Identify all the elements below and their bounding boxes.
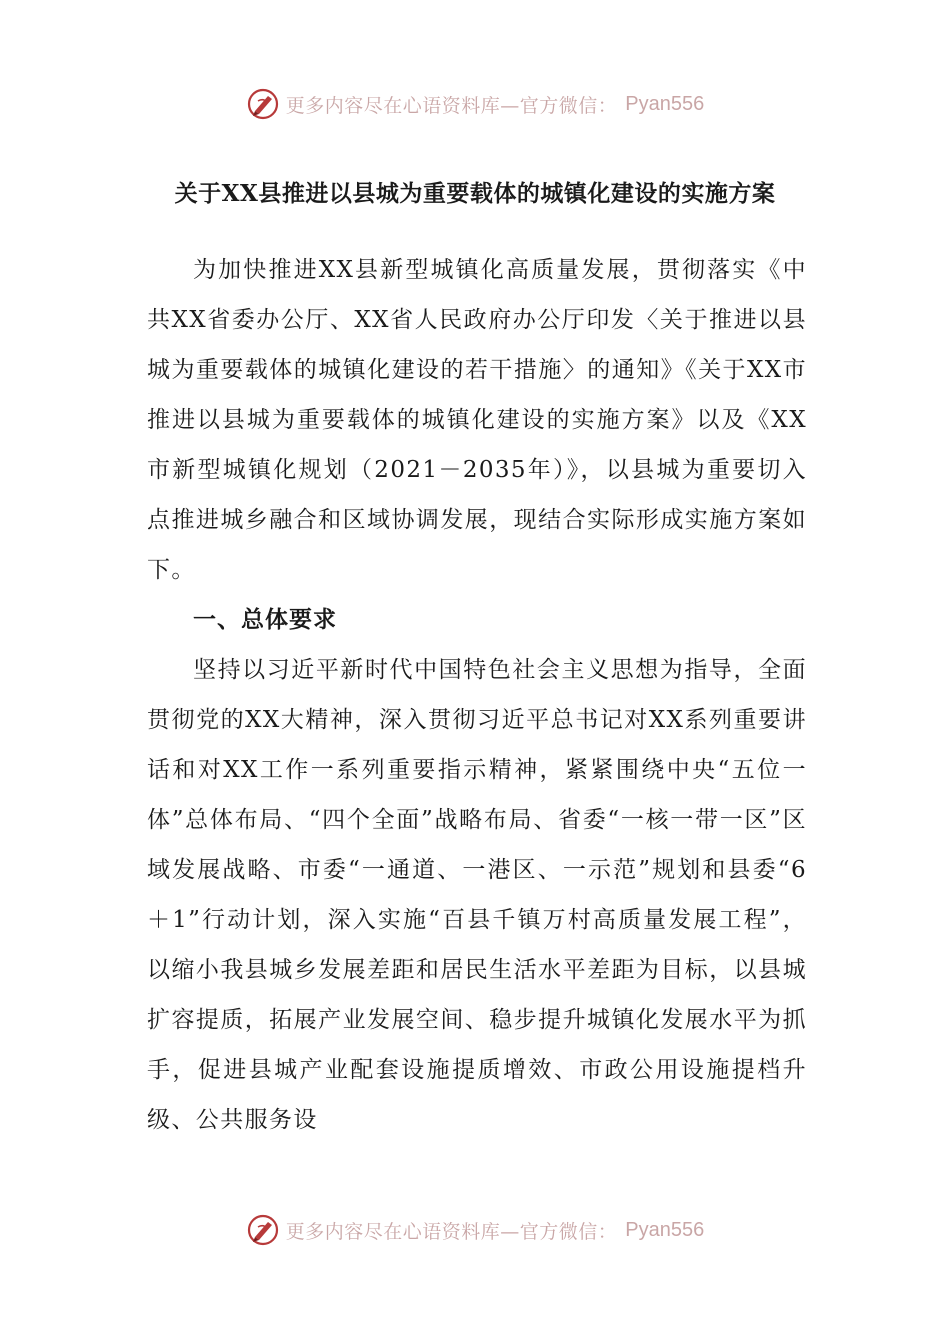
section-paragraph: 坚持以习近平新时代中国特色社会主义思想为指导，全面贯彻党的XX大精神，深入贯彻习近平总书记对XX系列重要讲话和对XX工作一系列重要指示精神，紧紧围绕中央“五位一体”总体布局、“四个全面”战略布局、省委“一核一带一区”区域发展战略、市委“一通道、一港区、一示范”规划和县委“6＋1”行动计划，深入实施“百县千镇万村高质量发展工程”，以缩小我县城乡发展差距和居民生活水平差距为目标，以县城扩容提质，拓展产业发展空间、稳步提升城镇化发展水平为抓手，促进县城产业配套设施提质增效、市政公用设施提档升级、公共服务设: [147, 657, 807, 1133]
section-heading-general-requirements: 一、总体要求: [193, 606, 337, 633]
watermark-text: 更多内容尽在心语资料库—官方微信：: [285, 1220, 618, 1243]
watermark-wechat-id: Pyan556: [625, 92, 705, 115]
pen-circle-logo-icon: [246, 1213, 280, 1247]
document-title: 关于XX县推进以县城为重要载体的城镇化建设的实施方案: [174, 180, 776, 207]
pen-circle-logo-icon: [246, 87, 280, 121]
watermark-wechat-id: Pyan556: [625, 1218, 705, 1241]
document-body: [147, 245, 807, 1145]
watermark-header: [0, 84, 950, 124]
intro-paragraph: 为加快推进XX县新型城镇化高质量发展，贯彻落实《中共XX省委办公厅、XX省人民政府办公厅印发〈关于推进以县城为重要载体的城镇化建设的若干措施〉的通知》《关于XX市推进以县城为重要载体的城镇化建设的实施方案》以及《XX市新型城镇化规划（2021－2035年）》，以县城为重要切入点推进城乡融合和区域协调发展，现结合实际形成实施方案如下。: [147, 257, 807, 583]
watermark-text: 更多内容尽在心语资料库—官方微信：: [285, 94, 618, 117]
watermark-footer: [0, 1210, 950, 1250]
